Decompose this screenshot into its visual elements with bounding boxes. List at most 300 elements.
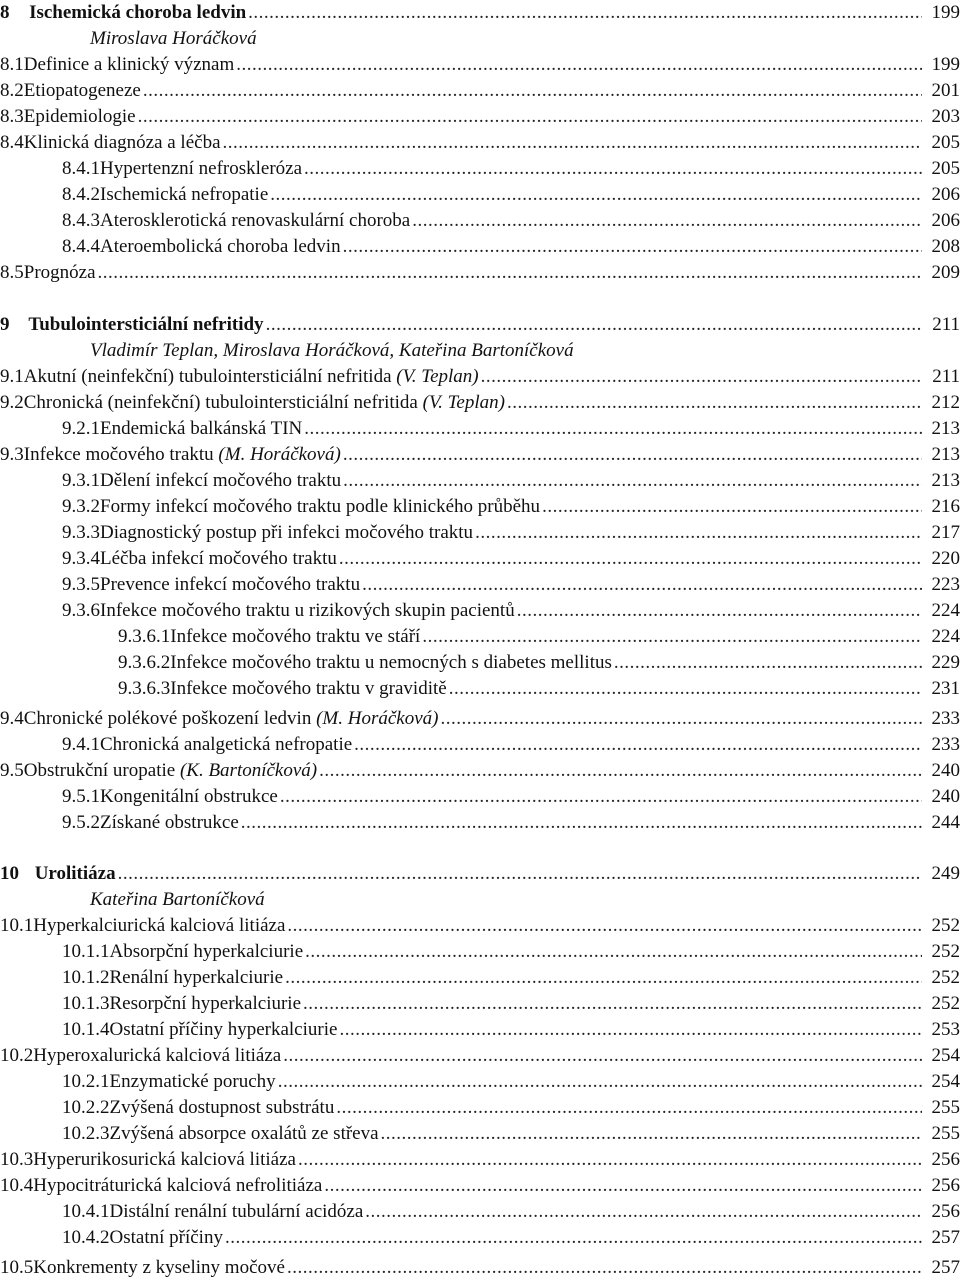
section-number: 9.3.1 (62, 470, 100, 491)
toc-entry (0, 861, 960, 887)
dot-leader (481, 364, 922, 390)
chapter-authors: Vladimír Teplan, Miroslava Horáčková, Kateřina Bartoníčková (90, 340, 574, 361)
toc-section-9-3-5[interactable] (0, 572, 960, 598)
page-number: 212 (931, 392, 960, 413)
page-number: 220 (931, 548, 960, 569)
dot-leader (278, 1069, 922, 1095)
section-title-text: Aterosklerotická renovaskulární choroba (100, 210, 411, 231)
section-number: 9 (0, 314, 10, 335)
section-number: 9.3.6.2 (118, 652, 171, 673)
section-title (33, 913, 287, 939)
section-author-note: (V. Teplan) (422, 392, 505, 413)
section-title (28, 312, 265, 338)
section-number: 10.1 (0, 915, 34, 936)
toc-entry (0, 312, 960, 338)
toc-section-9-5-1[interactable] (0, 784, 960, 810)
section-number: 9.3.3 (62, 522, 100, 543)
toc-chapter-9[interactable] (0, 312, 960, 338)
toc-section-10-1-4[interactable] (0, 1017, 960, 1043)
section-number: 9.3.6 (62, 600, 100, 621)
section-title (100, 546, 339, 572)
page-number: 254 (931, 1045, 960, 1066)
section-number: 9.4 (0, 708, 24, 729)
dot-leader (339, 546, 922, 572)
dot-leader (298, 1147, 922, 1173)
section-number: 8.4.2 (62, 184, 100, 205)
toc-entry (0, 78, 960, 104)
page-number: 252 (931, 941, 960, 962)
toc-section-10-1-3[interactable] (0, 991, 960, 1017)
section-title (100, 732, 354, 758)
toc-section-9-3-6-3[interactable] (0, 676, 960, 702)
section-title-text: Infekce močového traktu v graviditě (170, 678, 447, 699)
toc-entry (0, 706, 960, 732)
toc-entry (62, 810, 960, 836)
section-title-text: Ostatní příčiny hyperkalciurie (109, 1019, 338, 1040)
section-number: 8.4.4 (62, 236, 100, 257)
page-number: 257 (931, 1257, 960, 1278)
section-title-text: Hypertenzní nefroskleróza (100, 158, 303, 179)
toc-section-8-4-4[interactable] (0, 234, 960, 260)
toc-entry (62, 1199, 960, 1225)
section-title-text: Epidemiologie (23, 106, 136, 127)
section-number: 9.5 (0, 760, 24, 781)
dot-leader (225, 1225, 922, 1251)
dot-leader (542, 494, 922, 520)
toc-section-10-4[interactable] (0, 1173, 960, 1199)
dot-leader (223, 130, 922, 156)
section-number: 10.2.2 (62, 1097, 110, 1118)
section-title (24, 758, 319, 784)
section-title-text: Definice a klinický význam (23, 54, 235, 75)
dot-leader (304, 156, 922, 182)
page-number: 201 (931, 80, 960, 101)
page-number: 199 (931, 54, 960, 75)
page-number: 240 (931, 786, 960, 807)
section-number: 9.3.6.1 (118, 626, 171, 647)
section-title (24, 260, 98, 286)
section-title-text: Renální hyperkalciurie (109, 967, 284, 988)
section-number: 10.1.2 (62, 967, 110, 988)
toc-section-8-5[interactable] (0, 260, 960, 286)
page-number: 213 (931, 418, 960, 439)
toc-section-10-2-1[interactable] (0, 1069, 960, 1095)
toc-entry (62, 1225, 960, 1251)
toc-entry (62, 598, 960, 624)
toc-chapter-10[interactable] (0, 861, 960, 887)
toc-section-8-3[interactable] (0, 104, 960, 130)
section-title (24, 104, 138, 130)
page-number: 255 (931, 1123, 960, 1144)
toc-entry (0, 1173, 960, 1199)
section-number: 10.2.3 (62, 1123, 110, 1144)
section-number: 10.4 (0, 1175, 34, 1196)
section-author-note: (M. Horáčková) (218, 444, 341, 465)
dot-leader (343, 442, 922, 468)
toc-section-9-3-3[interactable] (0, 520, 960, 546)
page-number: 213 (931, 470, 960, 491)
section-title (24, 706, 441, 732)
toc-entry (62, 182, 960, 208)
page-number: 256 (931, 1149, 960, 1170)
section-title (110, 1017, 340, 1043)
section-number: 8.4.3 (62, 210, 100, 231)
section-title-text: Prevence infekcí močového traktu (100, 574, 361, 595)
section-number: 10.2.1 (62, 1071, 110, 1092)
section-title (100, 572, 362, 598)
toc-section-10-3[interactable] (0, 1147, 960, 1173)
section-title (100, 494, 542, 520)
page-number: 206 (931, 184, 960, 205)
dot-leader (305, 939, 922, 965)
dot-leader (343, 468, 922, 494)
page-number: 233 (931, 708, 960, 729)
toc-section-9-3-2[interactable] (0, 494, 960, 520)
toc-entry (0, 1043, 960, 1069)
page-number: 244 (931, 812, 960, 833)
page-number: 229 (931, 652, 960, 673)
chapter-authors: Miroslava Horáčková (90, 28, 257, 49)
section-title (100, 810, 241, 836)
section-title-text: Akutní (neinfekční) tubulointersticiální nefritida (23, 366, 392, 387)
toc-section-9-3-6-2[interactable] (0, 650, 960, 676)
page-number: 208 (931, 236, 960, 257)
dot-leader (412, 208, 922, 234)
section-title-text: Hypocitráturická kalciová nefrolitiáza (33, 1175, 323, 1196)
page-number: 223 (931, 574, 960, 595)
toc-section-10-1-1[interactable] (0, 939, 960, 965)
section-title-text: Chronické polékové poškození ledvin (23, 708, 312, 729)
toc-section-8-2[interactable] (0, 78, 960, 104)
dot-leader (303, 991, 922, 1017)
page-number: 252 (931, 915, 960, 936)
page-number: 252 (931, 993, 960, 1014)
section-title-text: Infekce močového traktu ve stáří (170, 626, 421, 647)
section-number: 8.4 (0, 132, 24, 153)
dot-leader (343, 234, 922, 260)
section-title (24, 390, 507, 416)
section-title-text: Enzymatické poruchy (109, 1071, 276, 1092)
section-title (170, 624, 422, 650)
page-number: 206 (931, 210, 960, 231)
toc-section-8-4-1[interactable] (0, 156, 960, 182)
page-number: 254 (931, 1071, 960, 1092)
section-number: 10.1.4 (62, 1019, 110, 1040)
section-number: 10 (0, 863, 19, 884)
section-title (110, 965, 286, 991)
section-number: 10.3 (0, 1149, 34, 1170)
toc-entry (0, 442, 960, 468)
dot-leader (287, 913, 922, 939)
dot-leader (365, 1199, 922, 1225)
dot-leader (266, 312, 922, 338)
section-title-text: Ateroembolická choroba ledvin (100, 236, 341, 257)
section-number: 8.4.1 (62, 158, 100, 179)
toc-entry (0, 260, 960, 286)
section-title (110, 1225, 225, 1251)
section-title (33, 1043, 283, 1069)
section-title-text: Tubulointersticiální nefritidy (28, 314, 264, 335)
dot-leader (475, 520, 922, 546)
toc-entry (62, 965, 960, 991)
section-title-text: Zvýšená absorpce oxalátů ze střeva (109, 1123, 379, 1144)
section-number: 8.3 (0, 106, 24, 127)
dot-leader (283, 1043, 922, 1069)
section-title (170, 676, 448, 702)
toc-entry (62, 732, 960, 758)
toc-section-9-4-1[interactable] (0, 732, 960, 758)
toc-section-10-5[interactable] (0, 1255, 960, 1281)
toc-entry (0, 1255, 960, 1281)
toc-entry (62, 1121, 960, 1147)
section-title (100, 520, 475, 546)
section-title-text: Získané obstrukce (100, 812, 239, 833)
dot-leader (381, 1121, 922, 1147)
section-title (33, 1147, 298, 1173)
dot-leader (449, 676, 922, 702)
section-number: 8 (0, 2, 10, 23)
chapter-authors: Kateřina Bartoníčková (90, 889, 265, 910)
toc-entry (0, 1147, 960, 1173)
toc-section-8-1[interactable] (0, 52, 960, 78)
toc-entry (0, 0, 960, 26)
toc-section-10-1-2[interactable] (0, 965, 960, 991)
toc-section-9-1[interactable] (0, 364, 960, 390)
section-title-text: Ostatní příčiny (109, 1227, 223, 1248)
section-number: 10.2 (0, 1045, 34, 1066)
toc-entry (62, 416, 960, 442)
section-number: 10.5 (0, 1257, 34, 1278)
section-title-text: Ischemická nefropatie (100, 184, 269, 205)
page-number: 224 (931, 600, 960, 621)
dot-leader (422, 624, 922, 650)
toc-section-9-5[interactable] (0, 758, 960, 784)
toc-entry (118, 624, 960, 650)
section-title-text: Chronická analgetická nefropatie (100, 734, 353, 755)
section-title-text: Infekce močového traktu u nemocných s diabetes mellitus (170, 652, 612, 673)
toc-section-8-4-3[interactable] (0, 208, 960, 234)
dot-leader (280, 784, 922, 810)
toc-entry (62, 572, 960, 598)
section-title (170, 650, 614, 676)
toc-entry (62, 1095, 960, 1121)
section-title (100, 182, 270, 208)
toc-entry (0, 758, 960, 784)
dot-leader (143, 78, 922, 104)
section-title-text: Resorpční hyperkalciurie (109, 993, 302, 1014)
toc-entry (62, 784, 960, 810)
page-number: 211 (932, 366, 960, 387)
page-number: 231 (931, 678, 960, 699)
section-number: 10.4.2 (62, 1227, 110, 1248)
section-title-text: Absorpční hyperkalciurie (109, 941, 304, 962)
toc-entry (0, 104, 960, 130)
dot-leader (270, 182, 922, 208)
page-number: 216 (931, 496, 960, 517)
page-number: 205 (931, 132, 960, 153)
page-number: 256 (931, 1201, 960, 1222)
toc-entry (62, 991, 960, 1017)
dot-leader (354, 732, 922, 758)
toc-section-9-3-1[interactable] (0, 468, 960, 494)
section-title-text: Obstrukční uropatie (23, 760, 176, 781)
toc-section-9-4[interactable] (0, 706, 960, 732)
dot-leader (236, 52, 922, 78)
toc-section-9-5-2[interactable] (0, 810, 960, 836)
section-title (110, 991, 304, 1017)
section-number: 8.1 (0, 54, 24, 75)
page-number: 249 (931, 863, 960, 884)
section-title (100, 156, 304, 182)
section-author-note: (M. Horáčková) (316, 708, 439, 729)
toc-section-10-1[interactable] (0, 913, 960, 939)
section-number: 9.3.5 (62, 574, 100, 595)
section-title-text: Endemická balkánská TIN (100, 418, 303, 439)
section-title-text: Dělení infekcí močového traktu (100, 470, 342, 491)
dot-leader (241, 810, 922, 836)
section-title-text: Infekce močového traktu u rizikových skupin pacientů (100, 600, 515, 621)
toc-entry (62, 494, 960, 520)
toc-section-9-2-1[interactable] (0, 416, 960, 442)
toc-entry (62, 939, 960, 965)
section-title-text: Hyperkalciurická kalciová litiáza (33, 915, 286, 936)
section-title (24, 52, 237, 78)
toc-entry (118, 676, 960, 702)
toc-entry (62, 208, 960, 234)
section-title (24, 130, 223, 156)
section-title (33, 1173, 324, 1199)
toc-section-10-2-3[interactable] (0, 1121, 960, 1147)
section-number: 9.5.2 (62, 812, 100, 833)
section-title-text: Diagnostický postup při infekci močového traktu (100, 522, 474, 543)
section-number: 9.1 (0, 366, 24, 387)
page-number: 255 (931, 1097, 960, 1118)
section-title (33, 1255, 287, 1281)
section-title (29, 0, 248, 26)
page-number: 252 (931, 967, 960, 988)
section-title-text: Hyperurikosurická kalciová litiáza (33, 1149, 296, 1170)
page-number: 256 (931, 1175, 960, 1196)
dot-leader (287, 1255, 922, 1281)
section-author-note: (K. Bartoníčková) (179, 760, 318, 781)
section-title-text: Formy infekcí močového traktu podle klinického průběhu (100, 496, 541, 517)
section-title (100, 784, 280, 810)
section-title-text: Konkrementy z kyseliny močové (33, 1257, 285, 1278)
page-number: 203 (931, 106, 960, 127)
section-title-text: Hyperoxalurická kalciová litiáza (33, 1045, 282, 1066)
section-title-text: Kongenitální obstrukce (100, 786, 278, 807)
section-title (24, 364, 481, 390)
section-title (24, 442, 343, 468)
toc-chapter-8[interactable] (0, 0, 960, 26)
toc-section-9-3-6[interactable] (0, 598, 960, 624)
section-number: 9.2.1 (62, 418, 100, 439)
toc-entry (62, 468, 960, 494)
toc-entry (62, 156, 960, 182)
section-number: 9.3.4 (62, 548, 100, 569)
section-title (35, 861, 118, 887)
toc-section-8-4[interactable] (0, 130, 960, 156)
page-number: 224 (931, 626, 960, 647)
section-number: 10.1.3 (62, 993, 110, 1014)
section-number: 9.3.2 (62, 496, 100, 517)
dot-leader (319, 758, 922, 784)
section-title (110, 939, 306, 965)
toc-section-9-3-4[interactable] (0, 546, 960, 572)
section-number: 9.2 (0, 392, 24, 413)
section-title (100, 234, 343, 260)
section-title (24, 78, 143, 104)
toc-entry (0, 130, 960, 156)
section-title-text: Distální renální tubulární acidóza (109, 1201, 364, 1222)
section-number: 10.1.1 (62, 941, 110, 962)
toc-section-9-3[interactable] (0, 442, 960, 468)
toc-section-9-3-6-1[interactable] (0, 624, 960, 650)
page-number: 211 (932, 314, 960, 335)
dot-leader (507, 390, 922, 416)
toc-entry (62, 1069, 960, 1095)
toc-section-10-4-1[interactable] (0, 1199, 960, 1225)
toc-section-10-2[interactable] (0, 1043, 960, 1069)
section-number: 9.3 (0, 444, 24, 465)
dot-leader (517, 598, 922, 624)
section-title (100, 416, 304, 442)
section-title-text: Prognóza (23, 262, 96, 283)
toc-entry (62, 546, 960, 572)
toc-entry (0, 913, 960, 939)
section-title-text: Etiopatogeneze (23, 80, 141, 101)
dot-leader (362, 572, 922, 598)
page-number: 253 (931, 1019, 960, 1040)
dot-leader (248, 0, 922, 26)
section-number: 8.5 (0, 262, 24, 283)
dot-leader (614, 650, 922, 676)
toc-section-10-2-2[interactable] (0, 1095, 960, 1121)
toc-entry (0, 364, 960, 390)
section-number: 9.5.1 (62, 786, 100, 807)
section-title (100, 208, 412, 234)
page-number: 205 (931, 158, 960, 179)
toc-entry (62, 1017, 960, 1043)
toc-section-8-4-2[interactable] (0, 182, 960, 208)
dot-leader (440, 706, 922, 732)
section-title-text: Léčba infekcí močového traktu (100, 548, 337, 569)
dot-leader (304, 416, 922, 442)
page-number: 240 (931, 760, 960, 781)
section-title-text: Klinická diagnóza a léčba (23, 132, 221, 153)
section-title (100, 468, 343, 494)
toc-section-9-2[interactable] (0, 390, 960, 416)
dot-leader (285, 965, 922, 991)
section-title-text: Zvýšená dostupnost substrátu (109, 1097, 335, 1118)
section-author-note: (V. Teplan) (396, 366, 479, 387)
section-title (100, 598, 517, 624)
section-number: 9.4.1 (62, 734, 100, 755)
dot-leader (138, 104, 922, 130)
page-number: 209 (931, 262, 960, 283)
section-title (110, 1199, 366, 1225)
section-title (110, 1069, 278, 1095)
toc-entry (0, 52, 960, 78)
section-number: 9.3.6.3 (118, 678, 171, 699)
page-number: 199 (931, 2, 960, 23)
section-title-text: Infekce močového traktu (23, 444, 214, 465)
section-title-text: Urolitiáza (34, 863, 116, 884)
dot-leader (118, 861, 922, 887)
toc-section-10-4-2[interactable] (0, 1225, 960, 1251)
page-number: 213 (931, 444, 960, 465)
page-number: 233 (931, 734, 960, 755)
